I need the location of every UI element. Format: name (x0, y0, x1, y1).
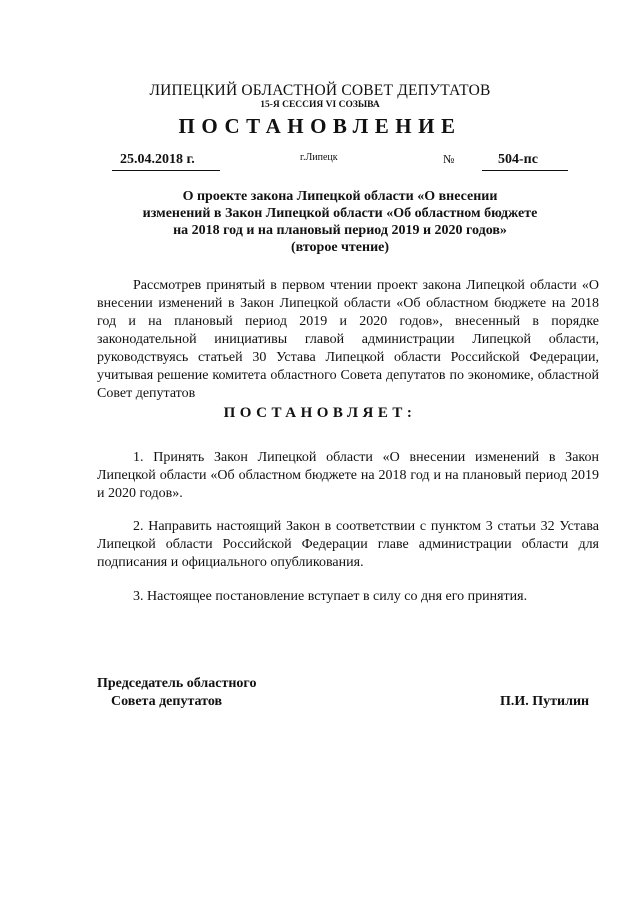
document-city: г.Липецк (300, 152, 338, 163)
signatory-title-line-2: Совета депутатов (111, 694, 223, 709)
resolution-item-2: 2. Направить настоящий Закон в соответствии с пунктом 3 статьи 32 Устава Липецкой области Российской Федерации главе администрации области для подписания и официального опубликования. (97, 519, 599, 570)
signatory-title-line-1: Председатель областного (97, 676, 257, 691)
session-info: 15-Я СЕССИЯ VI СОЗЫВА (260, 100, 380, 110)
organization-name: ЛИПЕЦКИЙ ОБЛАСТНОЙ СОВЕТ ДЕПУТАТОВ (149, 82, 491, 99)
number-sign: № (443, 152, 455, 166)
resolution-item-1: 1. Принять Закон Липецкой области «О внесении изменений в Закон Липецкой области «Об областном бюджете на 2018 год и на плановый период 2019 и 2020 годов». (97, 450, 599, 501)
document-subject (130, 188, 550, 256)
document-number: 504-пс (482, 152, 568, 171)
subject-line: (второе чтение) (290, 240, 390, 255)
intro-paragraph: Рассмотрев принятый в первом чтении проект закона Липецкой области «О внесении изменений в Закон Липецкой области «Об областном бюджете на 2018 год и на плановый период 2019 и 2020 годов», внесенный в порядке законодательной инициативы главой администрации Липецкой области, руководствуясь статьей 30 Устава Липецкой области Российской Федерации, учитывая решение комитета областного Совета депутатов по экономике, областной Совет депутатов (97, 278, 599, 401)
resolves-heading: ПОСТАНОВЛЯЕТ: (223, 405, 417, 421)
subject-line: изменений в Закон Липецкой области «Об областном бюджете (142, 206, 538, 221)
resolution-item-3: 3. Настоящее постановление вступает в силу со дня его принятия. (133, 589, 528, 604)
document-date: 25.04.2018 г. (112, 152, 220, 171)
document-type-title: ПОСТАНОВЛЕНИЕ (178, 114, 462, 138)
subject-line: О проекте закона Липецкой области «О внесении (182, 189, 498, 204)
signatory-name: П.И. Путилин (500, 694, 590, 709)
subject-line: на 2018 год и на плановый период 2019 и 2020 годов» (173, 223, 507, 238)
